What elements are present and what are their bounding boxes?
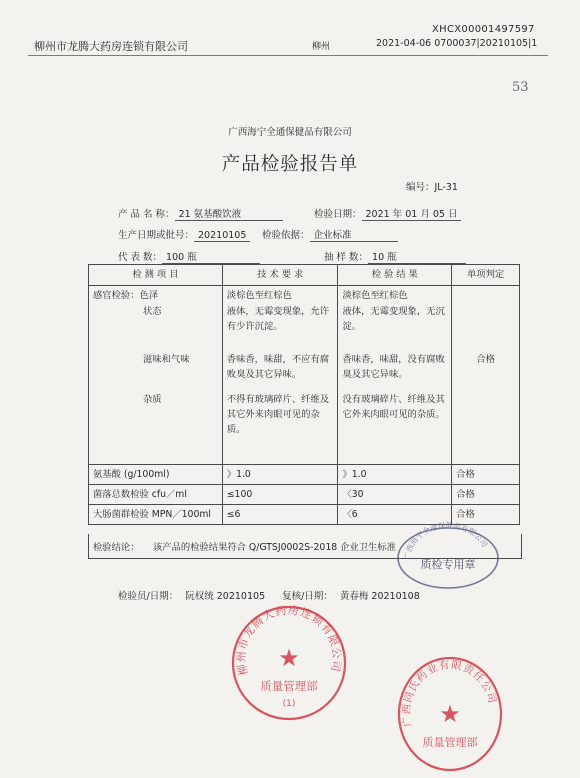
column-header: 检 测 项 目 bbox=[89, 265, 223, 286]
result-text: 没有玻璃碎片、纤维及其它外来肉眼可见的杂质。 bbox=[342, 394, 445, 421]
result-text: 》1.0 bbox=[338, 465, 452, 485]
seal-mark-text: (1) bbox=[282, 699, 296, 709]
seal-ring-text: 广西同氏药业有限责任公司 bbox=[400, 658, 499, 728]
seal-star-icon: ★ bbox=[439, 700, 461, 728]
inspection-table bbox=[88, 264, 520, 525]
signers-line bbox=[118, 588, 424, 602]
field-label: 生产日期或批号： bbox=[118, 230, 195, 241]
requirement-text: 》1.0 bbox=[222, 465, 338, 485]
field-label: 产 品 名 称： bbox=[118, 209, 175, 220]
conclusion-text: 该产品的检验结果符合 Q/GTSJ0002S-2018 企业卫生标准 bbox=[153, 542, 396, 553]
field-basis bbox=[262, 227, 398, 242]
quality-inspection-seal bbox=[392, 514, 504, 592]
field-product bbox=[118, 206, 283, 221]
table-row bbox=[89, 465, 520, 485]
seal-center-text: 质量管理部 bbox=[422, 736, 478, 749]
field-label: 代 表 数： bbox=[118, 252, 163, 263]
sensory-row bbox=[89, 286, 520, 465]
sensory-items-cell bbox=[89, 286, 223, 465]
verdict-text: 合格 bbox=[452, 485, 520, 505]
header-code: XHCX00001497597 bbox=[432, 24, 535, 35]
field-sample bbox=[324, 249, 466, 264]
verdict-text: 合格 bbox=[452, 505, 520, 525]
header-city: 柳州 bbox=[312, 42, 331, 52]
field-label: 抽 样 数： bbox=[324, 252, 369, 263]
conclusion-label: 检验结论： bbox=[93, 542, 140, 553]
field-value: 20210105 bbox=[194, 230, 250, 242]
reviewer-value: 黄春梅 20210108 bbox=[339, 591, 420, 602]
requirement-text: ≤100 bbox=[222, 485, 338, 505]
requirement-text: ≤6 bbox=[222, 505, 338, 525]
header-date-ref: 2021-04-06 0700037|20210105|1 bbox=[376, 38, 538, 49]
pharma-quality-seal bbox=[394, 652, 506, 774]
doc-issuer: 广西海宁全通保健品有限公司 bbox=[228, 127, 352, 138]
header-company: 柳州市龙腾大药房连锁有限公司 bbox=[34, 40, 188, 53]
requirement-text: 淡棕色至红棕色 bbox=[226, 290, 292, 301]
requirement-text: 香味香，味甜，不应有腐败臭及其它异味。 bbox=[226, 354, 330, 381]
item-name: 状态 bbox=[143, 306, 162, 317]
result-text: 香味香，味甜，没有腐败臭及其它异味。 bbox=[342, 354, 445, 381]
field-value: 2021 年 01 月 05 日 bbox=[362, 206, 462, 221]
field-representative bbox=[118, 249, 260, 264]
item-name: 大肠菌群检验 MPN／100ml bbox=[89, 505, 223, 525]
field-inspect-date bbox=[314, 206, 461, 221]
header-divider bbox=[28, 55, 548, 56]
item-name: 菌落总数检验 cfu／ml bbox=[89, 485, 223, 505]
seal-star-icon: ★ bbox=[278, 644, 300, 672]
field-label: 检验日期： bbox=[314, 209, 362, 220]
table-header-row bbox=[89, 265, 520, 286]
quality-management-seal bbox=[228, 602, 350, 724]
verdict-text: 合格 bbox=[452, 465, 520, 485]
result-cell bbox=[338, 286, 452, 465]
sensory-title: 感官检验： bbox=[93, 290, 140, 301]
seal-center-text: 质检专用章 bbox=[420, 558, 476, 571]
field-value: 21 氨基酸饮液 bbox=[175, 206, 283, 221]
result-text: 淡棕色至红棕色 bbox=[342, 290, 408, 301]
field-value: 企业标准 bbox=[310, 227, 398, 242]
item-name: 杂质 bbox=[143, 394, 162, 405]
inspector-value: 阮权统 20210105 bbox=[185, 591, 266, 602]
table-row bbox=[89, 485, 520, 505]
result-text: 〈6 bbox=[338, 505, 452, 525]
seal-center-text: 质量管理部 bbox=[260, 679, 318, 693]
field-value: 100 瓶 bbox=[162, 249, 260, 264]
requirement-text: 液体，无霉变现象，允许有少许沉淀。 bbox=[226, 306, 330, 333]
doc-title: 产品检验报告单 bbox=[221, 154, 359, 175]
item-name: 氨基酸 (g/100ml) bbox=[89, 465, 223, 485]
column-header: 检 验 结 果 bbox=[338, 265, 452, 286]
handwritten-page-mark: 53 bbox=[512, 80, 529, 95]
requirement-cell bbox=[222, 286, 338, 465]
doc-number: 编号：JL-31 bbox=[406, 182, 458, 193]
field-batch bbox=[118, 227, 250, 242]
result-text: 〈30 bbox=[338, 485, 452, 505]
field-label: 检验依据： bbox=[262, 230, 310, 241]
verdict-cell bbox=[452, 286, 520, 465]
item-name: 滋味和气味 bbox=[143, 354, 190, 365]
column-header: 单项判定 bbox=[452, 265, 520, 286]
seal-ring-text: 广西海宁全通保健品有限公司 bbox=[402, 520, 490, 561]
verdict-text: 合格 bbox=[476, 354, 495, 365]
requirement-text: 不得有玻璃碎片、纤维及其它外来肉眼可见的杂质。 bbox=[226, 394, 330, 436]
result-text: 液体，无霉变现象，无沉淀。 bbox=[342, 306, 445, 333]
reviewer-label: 复核/日期： bbox=[282, 591, 333, 602]
field-value: 10 瓶 bbox=[368, 249, 466, 264]
inspector-label: 检验员/日期： bbox=[118, 591, 179, 602]
column-header: 技 术 要 求 bbox=[222, 265, 338, 286]
item-name: 色泽 bbox=[139, 290, 159, 301]
seal-ring-text: 柳州市龙腾大药房连锁有限公司 bbox=[234, 603, 344, 677]
svg-text:广西海宁全通保健品有限公司 bbox=[402, 520, 489, 560]
